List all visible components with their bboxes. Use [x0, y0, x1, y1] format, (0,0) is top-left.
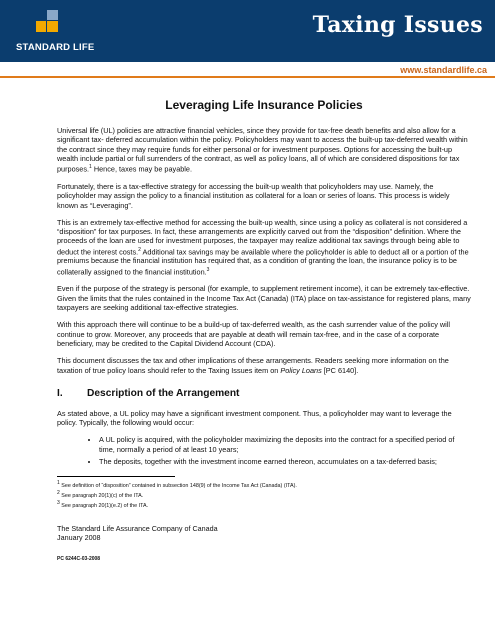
policy-loans-reference[interactable]: Policy Loans	[280, 365, 322, 375]
publication-date: January 2008	[57, 532, 101, 542]
footnote-3: $^3$ See paragraph 20(1)(e.2) of the ITA.	[57, 499, 149, 509]
paragraph-tax-effective: This is an extremely tax-effective method for accessing the built-up wealth, since using a policy as collateral is not considered a “disposition” for tax purposes. In fact, these arrangements are explicitly carved out from the “disposition” definition. Where the proceeds of the loan are used for investment purposes, the taxpayer may realize additional tax savings through being able to deduct the interest costs.$^2$ Additional tax savings may be available where the policyholder is able to deduct all or a portion of the premiums because the financial institution has required that, as a condition of granting the loan, the insurance policy is to be collaterally assigned to the financial institution.$^3$	[57, 217, 469, 277]
section-heading	[57, 388, 471, 399]
logo-squares-icon	[36, 10, 58, 32]
footnote-2: $^2$ See paragraph 20(1)(c) of the ITA.	[57, 490, 144, 499]
document-code: PC 6244C-03-2008	[57, 556, 101, 563]
paragraph-build-up: With this approach there will continue to be a build-up of tax-deferred wealth, as the cash surrender value of the policy will continue to grow. Moreover, any proceeds that are payable at death will remain tax-free, and in the case of a corporate beneficiary, may be credited to the Capital Dividend Account (CDA).	[57, 320, 451, 348]
standard-life-logo[interactable]	[10, 0, 95, 58]
document-title: Leveraging Life Insurance Policies	[165, 98, 363, 112]
paragraph-arrangement: As stated above, a UL policy may have a significant investment component. Thus, a policyholder may want to leverage the policy. Typically, the following would occur:	[57, 408, 452, 428]
footer	[57, 524, 471, 542]
list-item: • The deposits, together with the investment income earned thereon, accumulates on a tax-deferred basis;	[99, 457, 471, 466]
arrangement-list	[57, 435, 471, 466]
company-name: The Standard Life Assurance Company of Canada	[57, 523, 218, 533]
paragraph-discussion: This document discusses the tax and other implications of these arrangements. Readers seeking more information on the taxation of true policy loans should refer to the Taxing Issues item on Policy Loans [PC 6140].	[57, 356, 449, 375]
logo-text: STANDARD LIFE	[16, 42, 95, 53]
header-title: Taxing Issues	[312, 12, 483, 38]
paragraph-intro: Universal life (UL) policies are attractive financial vehicles, since they provide for tax-free death benefits and also allow for a significant tax- deferred accumulation within the policy. Policyholders may want to access the built-up tax-deferred wealth within the contract since they may require funds for either personal or for investment purposes. Options for accessing the built-up wealth include partial or full surrenders of the contract, as well as policy loans, all of which are considered dispositions for tax purposes.$^1$ Hence, taxes may be payable.	[57, 126, 468, 174]
url-bar	[0, 62, 495, 78]
footnote-1: $^1$ See definition of “disposition” contained in subsection 148(9) of the Income Tax Act (Canada) (ITA).	[57, 480, 297, 490]
document-body	[0, 98, 495, 562]
section-number: I.	[57, 387, 63, 399]
footnote-divider	[57, 476, 175, 477]
footnote-ref-3[interactable]: 3	[206, 266, 210, 273]
paragraph-leveraging: Fortunately, there is a tax-effective strategy for accessing the built-up wealth that policyholders may use. Namely, the policyholder may assign the policy to a financial institution as collateral for a loan or series of loans. This process is widely known as “Leveraging”.	[57, 181, 450, 210]
section-title: Description of the Arrangement	[87, 387, 240, 399]
paragraph-personal-purpose: Even if the purpose of the strategy is personal (for example, to supplement retirement income), it can be extremely tax-effective. Given the limits that the rules contained in the Income Tax Act (Canada) (ITA) place on tax-assistance for registered plans, many taxpayers are seeking additional tax-effective strategies.	[57, 284, 471, 313]
footnote-ref-2[interactable]: 2	[138, 246, 141, 253]
header-banner	[0, 0, 495, 62]
website-link[interactable]: www.standardlife.ca	[400, 65, 487, 75]
footnote-ref-1[interactable]: 1	[89, 164, 92, 171]
list-item: • A UL policy is acquired, with the policyholder maximizing the deposits into the contract for a specified period of time, normally a period of at least 10 years;	[99, 435, 471, 454]
